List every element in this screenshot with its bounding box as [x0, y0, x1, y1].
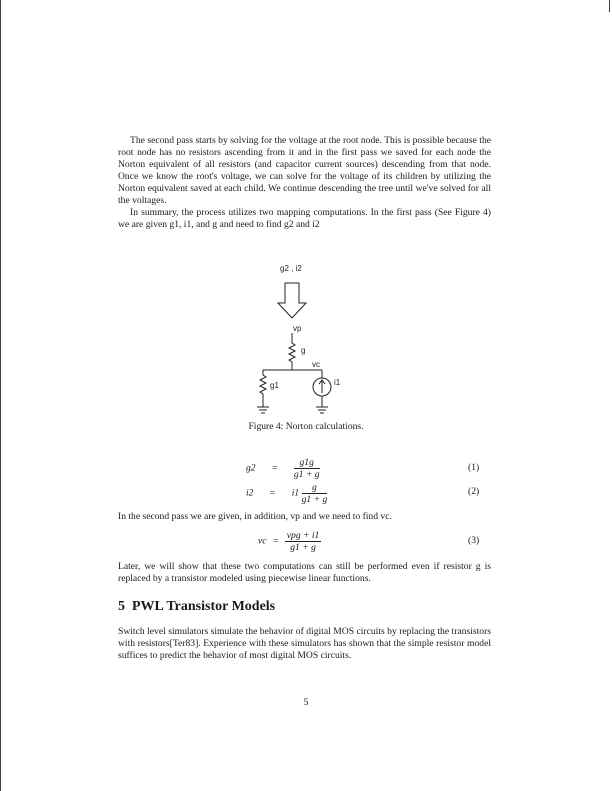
label-g1: g1 [270, 381, 279, 390]
eq-rel: = [272, 462, 278, 474]
paragraph-text: In summary, the process utilizes two mapping computations. In the first pass (See Figure 4) we are given g1, i1, and g and need to find g2 and i2 [118, 207, 491, 230]
equation-2 [246, 482, 327, 505]
paragraph-second-pass [118, 135, 491, 207]
eq-num: g1g [294, 457, 320, 469]
resistor-g1 [257, 370, 269, 413]
resistor-g [289, 333, 295, 370]
paragraph-later: Later, we will show that these two computations can still be performed even if resistor g is replaced by a transistor modeled using piecewise linear functions. [118, 561, 491, 584]
eq-rel: = [269, 487, 276, 499]
eq-den: g1 + g [301, 494, 328, 505]
paragraph-switch-level: Switch level simulators simulate the behavior of digital MOS circuits by replacing the transistors with resistors[Ter83]. Experience with these simulators has shown that the simple resistor model suffices to predict the behavior of most digital MOS circuits. [118, 626, 491, 661]
down-arrow-icon [278, 283, 306, 318]
top-label: g2 , i2 [280, 264, 302, 273]
equation-number-1: (1) [468, 462, 480, 473]
equation-1 [246, 457, 320, 480]
paragraph-summary [118, 207, 491, 231]
eq-lhs: vc [258, 535, 267, 547]
eq-factor: i1 [291, 487, 300, 499]
label-i1: i1 [334, 378, 341, 387]
equation-number-3: (3) [468, 535, 480, 546]
current-source-wires [316, 370, 328, 413]
label-vc: vc [312, 360, 320, 369]
page-number: 5 [303, 697, 309, 708]
equation-3 [258, 530, 321, 553]
paragraph-second-pass-given: In the second pass we are given, in addition, vp and we need to find vc. [118, 511, 392, 522]
section-heading [118, 599, 275, 615]
label-g: g [301, 346, 306, 355]
eq-rel: = [272, 535, 279, 547]
section-number: 5 [118, 599, 125, 614]
scan-edge-mark [609, 0, 610, 12]
paragraph-text: The second pass starts by solving for the voltage at the root node. This is possible because the root node has no resistors ascending from it and in the first pass we saved for each node the Norton equivalent of all resistors (and capacitor current sources) descending from that node. Once we know the root's voltage, we can solve for the voltage of its children by utilizing the Norton equivalent saved at each child. We continue descending the tree until we've solved for all the voltages. [118, 135, 491, 206]
scan-edge-line [0, 0, 1, 791]
eq-den: g1 + g [293, 469, 320, 480]
label-vp: vp [293, 324, 302, 333]
section-title: PWL Transistor Models [132, 599, 276, 614]
eq-lhs: i2 [246, 487, 254, 499]
eq-num: g [302, 482, 328, 494]
eq-den: g1 + g [290, 542, 316, 553]
figure-4-circuit [230, 255, 380, 420]
figure-caption: Figure 4: Norton calculations. [248, 421, 364, 432]
eq-lhs: g2 [246, 462, 256, 474]
eq-num: vpg + i1 [286, 530, 320, 541]
equation-number-2: (2) [468, 486, 480, 497]
